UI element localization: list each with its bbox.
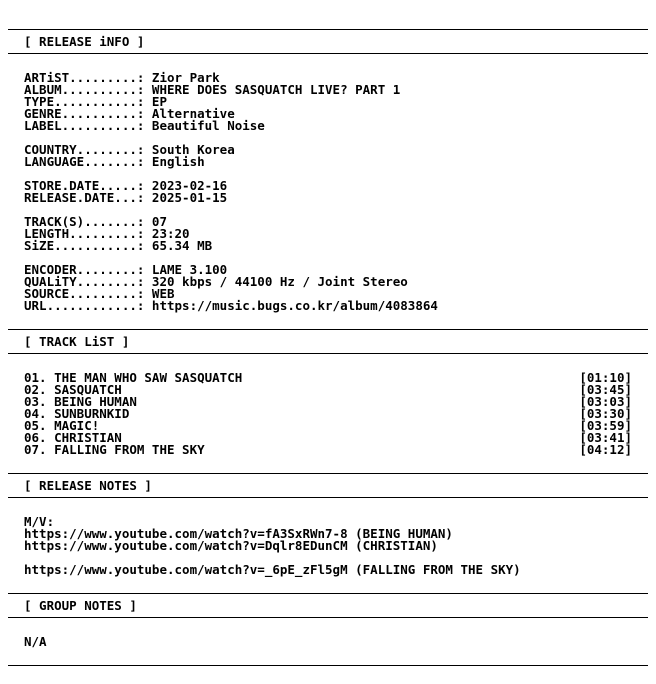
track-title: 06. CHRISTIAN [24,430,122,445]
track-duration: [03:45] [579,382,632,397]
track-duration: [03:03] [579,394,632,409]
info-url[interactable]: URL............: https://music.bugs.co.kr/album/4083864 [24,298,438,313]
track-duration: [04:12] [579,442,632,457]
mv-label: M/V: [24,514,55,529]
divider [8,53,648,54]
track-title: 01. THE MAN WHO SAW SASQUATCH [24,370,243,385]
divider [8,497,648,498]
info-language: LANGUAGE.......: English [24,154,205,169]
track-duration: [01:10] [579,370,632,385]
divider [8,665,648,666]
section-header-release-notes: [ RELEASE NOTES ] [24,478,152,493]
section-header-track-list: [ TRACK LiST ] [24,334,130,349]
track-title: 07. FALLING FROM THE SKY [24,442,205,457]
mv-link-falling-from-the-sky[interactable]: https://www.youtube.com/watch?v=_6pE_zFl5gM (FALLING FROM THE SKY) [24,562,521,577]
divider [8,593,648,594]
info-track-count: TRACK(S).......: 07 [24,214,167,229]
divider [8,29,648,30]
info-store-date: STORE.DATE.....: 2023-02-16 [24,178,228,193]
group-notes-text: N/A [24,634,47,649]
track-duration: [03:59] [579,418,632,433]
info-genre: GENRE..........: Alternative [24,106,235,121]
mv-link-being-human[interactable]: https://www.youtube.com/watch?v=fA3SxRWn7-8 (BEING HUMAN) [24,526,453,541]
info-label: LABEL..........: Beautiful Noise [24,118,265,133]
mv-link-christian[interactable]: https://www.youtube.com/watch?v=Dqlr8EDunCM (CHRISTIAN) [24,538,438,553]
track-title: 04. SUNBURNKID [24,406,130,421]
section-header-release-info: [ RELEASE iNFO ] [24,34,145,49]
divider [8,617,648,618]
divider [8,329,648,330]
info-release-date: RELEASE.DATE...: 2025-01-15 [24,190,228,205]
info-album: ALBUM..........: WHERE DOES SASQUATCH LIVE? PART 1 [24,82,401,97]
track-title: 05. MAGIC! [24,418,100,433]
track-title: 03. BEING HUMAN [24,394,137,409]
info-source: SOURCE.........: WEB [24,286,175,301]
divider [8,353,648,354]
track-duration: [03:41] [579,430,632,445]
divider [8,473,648,474]
info-encoder: ENCODER........: LAME 3.100 [24,262,228,277]
info-size: SiZE...........: 65.34 MB [24,238,213,253]
info-type: TYPE...........: EP [24,94,167,109]
track-duration: [03:30] [579,406,632,421]
track-title: 02. SASQUATCH [24,382,122,397]
section-header-group-notes: [ GROUP NOTES ] [24,598,137,613]
info-artist: ARTiST.........: Zior Park [24,70,220,85]
info-length: LENGTH.........: 23:20 [24,226,190,241]
info-country: COUNTRY........: South Korea [24,142,235,157]
info-quality: QUALiTY........: 320 kbps / 44100 Hz / Joint Stereo [24,274,408,289]
